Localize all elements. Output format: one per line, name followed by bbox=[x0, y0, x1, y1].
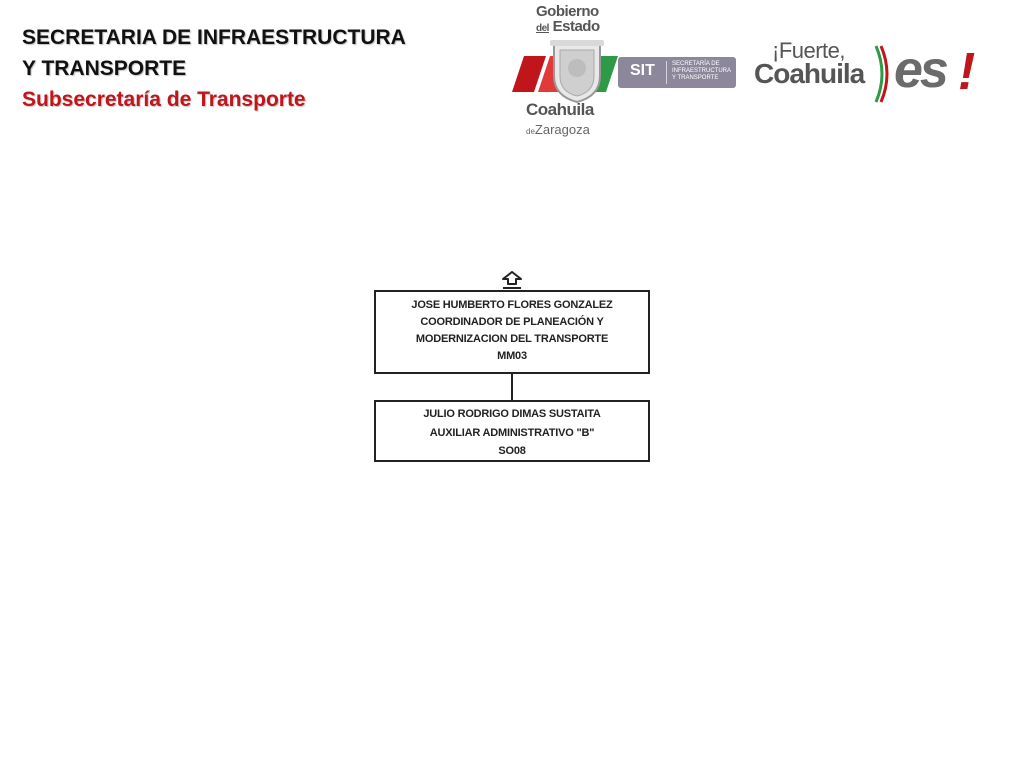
org-node-coordinator bbox=[374, 290, 650, 374]
fuerte-coahuila-logo bbox=[752, 38, 984, 110]
title-line-2: Y TRANSPORTE bbox=[22, 57, 187, 80]
node-title-1: COORDINADOR DE PLANEACIÓN Y bbox=[420, 316, 604, 328]
node-code: MM03 bbox=[497, 350, 527, 362]
sit-logo bbox=[618, 57, 736, 88]
gov-zaragoza-text: deZaragoza bbox=[526, 122, 590, 137]
node-name: JOSE HUMBERTO FLORES GONZALEZ bbox=[411, 299, 613, 311]
es-mark bbox=[872, 38, 984, 110]
node-code: SO08 bbox=[498, 445, 526, 457]
gov-coahuila-text: Coahuila bbox=[526, 100, 594, 119]
org-node-auxiliar bbox=[374, 400, 650, 462]
page-title bbox=[22, 22, 406, 115]
up-arrow-icon[interactable] bbox=[502, 271, 522, 289]
gobierno-coahuila-logo bbox=[510, 2, 740, 142]
org-connector-line bbox=[511, 374, 513, 400]
coat-of-arms-icon bbox=[548, 38, 606, 104]
es-text: es bbox=[894, 41, 946, 99]
gov-text-top: Gobierno del Estado bbox=[536, 3, 600, 35]
sit-subtitle: SECRETARÍA DE INFRAESTRUCTURA Y TRANSPORTE bbox=[672, 61, 732, 81]
title-line-1: SECRETARIA DE INFRAESTRUCTURA bbox=[22, 26, 406, 49]
node-name: JULIO RODRIGO DIMAS SUSTAITA bbox=[423, 408, 601, 420]
bracket-icon bbox=[872, 44, 892, 104]
node-title: AUXILIAR ADMINISTRATIVO "B" bbox=[429, 426, 595, 439]
sit-label: SIT bbox=[630, 62, 655, 79]
node-title-2: MODERNIZACION DEL TRANSPORTE bbox=[415, 333, 609, 345]
sit-divider bbox=[666, 61, 667, 84]
subtitle: Subsecretaría de Transporte bbox=[22, 88, 306, 111]
fuerte-text: ¡Fuerte, bbox=[772, 38, 846, 63]
coahuila-text: Coahuila bbox=[754, 58, 865, 89]
exclamation-text: ! bbox=[958, 43, 976, 101]
